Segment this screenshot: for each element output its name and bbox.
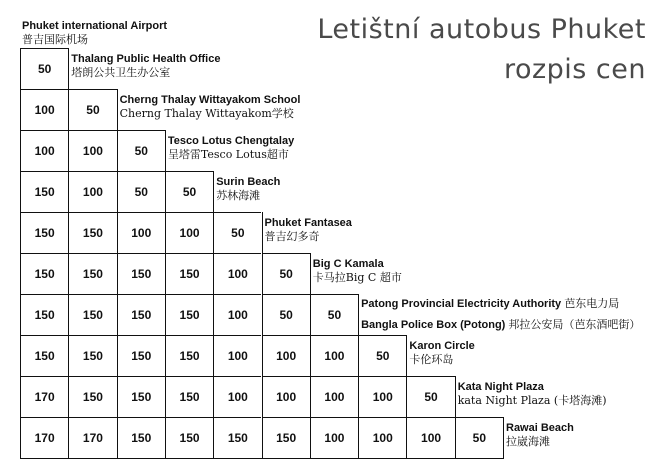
stop-label bbox=[313, 258, 402, 285]
fare-cell: 100 bbox=[310, 335, 358, 376]
fare-cell: 100 bbox=[20, 89, 68, 130]
fare-cell: 150 bbox=[165, 253, 213, 294]
fare-cell: 150 bbox=[20, 253, 68, 294]
fare-cell: 150 bbox=[117, 335, 165, 376]
stop-label bbox=[216, 176, 280, 203]
stop-name-cn: 塔朗公共卫生办公室 bbox=[71, 66, 171, 79]
fare-cell: 150 bbox=[20, 294, 68, 335]
step-line bbox=[358, 294, 359, 335]
stop-name: Thalang Public Health Office bbox=[71, 53, 221, 65]
fare-cell: 150 bbox=[68, 335, 116, 376]
stop-name: Phuket international Airport bbox=[22, 20, 168, 32]
stop-name: Tesco Lotus Chengtalay bbox=[167, 135, 295, 147]
fare-cell: 170 bbox=[20, 417, 68, 458]
stop-name-cn: Cherng Thalay Wittayakom学校 bbox=[119, 107, 294, 120]
table-bottom-line bbox=[20, 458, 504, 459]
fare-cell: 150 bbox=[165, 417, 213, 458]
stop-name-cn: 芭东电力局 bbox=[564, 297, 620, 310]
fare-cell: 150 bbox=[262, 417, 310, 458]
fare-cell: 100 bbox=[117, 212, 165, 253]
fare-cell: 150 bbox=[68, 376, 116, 417]
fare-cell: 150 bbox=[165, 294, 213, 335]
fare-cell: 100 bbox=[213, 376, 261, 417]
stop-name-cn: 呈塔雷Tesco Lotus超市 bbox=[167, 148, 289, 161]
stop-name: Phuket Fantasea bbox=[264, 217, 352, 229]
fare-cell: 150 bbox=[165, 376, 213, 417]
fare-cell: 100 bbox=[406, 417, 454, 458]
stop-label bbox=[361, 297, 640, 332]
stop-name-2-cn: 邦拉公安局（芭东酒吧街） bbox=[508, 318, 641, 331]
fare-cell: 100 bbox=[358, 417, 406, 458]
step-line bbox=[503, 417, 504, 458]
fare-cell: 100 bbox=[20, 130, 68, 171]
stop-name-cn: 普吉幻多奇 bbox=[264, 230, 320, 243]
stop-name: Rawai Beach bbox=[506, 422, 574, 434]
fare-cell: 150 bbox=[117, 376, 165, 417]
stop-name-cn: 拉崴海滩 bbox=[506, 435, 550, 448]
stop-label bbox=[409, 340, 474, 367]
step-line bbox=[213, 171, 214, 212]
fare-cell: 50 bbox=[358, 335, 406, 376]
fare-cell: 100 bbox=[213, 294, 261, 335]
stop-name-cn: 普吉国际机场 bbox=[22, 33, 88, 46]
fare-cell: 100 bbox=[310, 376, 358, 417]
fare-cell: 150 bbox=[213, 417, 261, 458]
fare-cell: 50 bbox=[20, 48, 68, 89]
fare-cell: 150 bbox=[68, 294, 116, 335]
fare-cell: 50 bbox=[68, 89, 116, 130]
stop-label bbox=[120, 94, 301, 121]
fare-cell: 50 bbox=[406, 376, 454, 417]
fare-cell: 100 bbox=[68, 171, 116, 212]
stop-label bbox=[506, 422, 574, 449]
fare-cell: 100 bbox=[68, 130, 116, 171]
fare-cell: 50 bbox=[213, 212, 261, 253]
fare-cell: 150 bbox=[117, 253, 165, 294]
fare-cell: 150 bbox=[117, 294, 165, 335]
stop-name: Karon Circle bbox=[409, 340, 475, 352]
stop-label bbox=[265, 217, 352, 244]
stop-name-cn: 卡伦环岛 bbox=[409, 353, 454, 366]
stop-name-secondary bbox=[361, 318, 640, 332]
step-line bbox=[68, 48, 69, 89]
stop-name: Cherng Thalay Wittayakom School bbox=[119, 94, 301, 106]
fare-cell: 150 bbox=[165, 335, 213, 376]
fare-cell: 50 bbox=[117, 130, 165, 171]
stop-name: Kata Night Plaza bbox=[457, 381, 544, 393]
fare-cell: 100 bbox=[213, 253, 261, 294]
step-line bbox=[117, 89, 118, 130]
stop-label bbox=[22, 20, 167, 47]
fare-cell: 170 bbox=[20, 376, 68, 417]
stop-label bbox=[458, 381, 607, 408]
fare-cell: 100 bbox=[358, 376, 406, 417]
fare-cell: 170 bbox=[68, 417, 116, 458]
fare-cell: 100 bbox=[262, 335, 310, 376]
stop-name-cn: kata Night Plaza (卡塔海滩) bbox=[457, 394, 607, 407]
fare-cell: 150 bbox=[68, 253, 116, 294]
fare-cell: 100 bbox=[165, 212, 213, 253]
stop-label bbox=[71, 53, 220, 80]
step-line bbox=[455, 376, 456, 417]
step-line bbox=[262, 212, 263, 253]
stop-name-2: Bangla Police Box (Potong) bbox=[361, 319, 506, 331]
fare-cell: 50 bbox=[165, 171, 213, 212]
stop-name: Surin Beach bbox=[216, 176, 281, 188]
fare-cell: 100 bbox=[262, 376, 310, 417]
stop-name-cn: 苏林海滩 bbox=[216, 189, 261, 202]
stop-name-cn: 卡马拉Big C 超市 bbox=[312, 271, 402, 284]
fare-cell: 50 bbox=[117, 171, 165, 212]
step-line bbox=[310, 253, 311, 294]
fare-cell: 150 bbox=[20, 212, 68, 253]
fare-cell: 50 bbox=[310, 294, 358, 335]
fare-cell: 150 bbox=[117, 417, 165, 458]
stop-name: Patong Provincial Electricity Authority 芭东电力局 bbox=[361, 297, 620, 310]
fare-cell: 50 bbox=[262, 294, 310, 335]
stop-name: Big C Kamala bbox=[312, 258, 384, 270]
title-line-1: Letištní autobus Phuket bbox=[317, 14, 646, 45]
fare-cell: 100 bbox=[213, 335, 261, 376]
step-line bbox=[406, 335, 407, 376]
step-line bbox=[165, 130, 166, 171]
fare-cell: 150 bbox=[68, 212, 116, 253]
fare-cell: 100 bbox=[310, 417, 358, 458]
page-title bbox=[317, 10, 646, 90]
fare-cell: 150 bbox=[20, 335, 68, 376]
fare-cell: 50 bbox=[262, 253, 310, 294]
fare-cell: 50 bbox=[455, 417, 503, 458]
stop-label bbox=[168, 135, 294, 162]
fare-cell: 150 bbox=[20, 171, 68, 212]
title-line-2: rozpis cen bbox=[503, 54, 646, 85]
